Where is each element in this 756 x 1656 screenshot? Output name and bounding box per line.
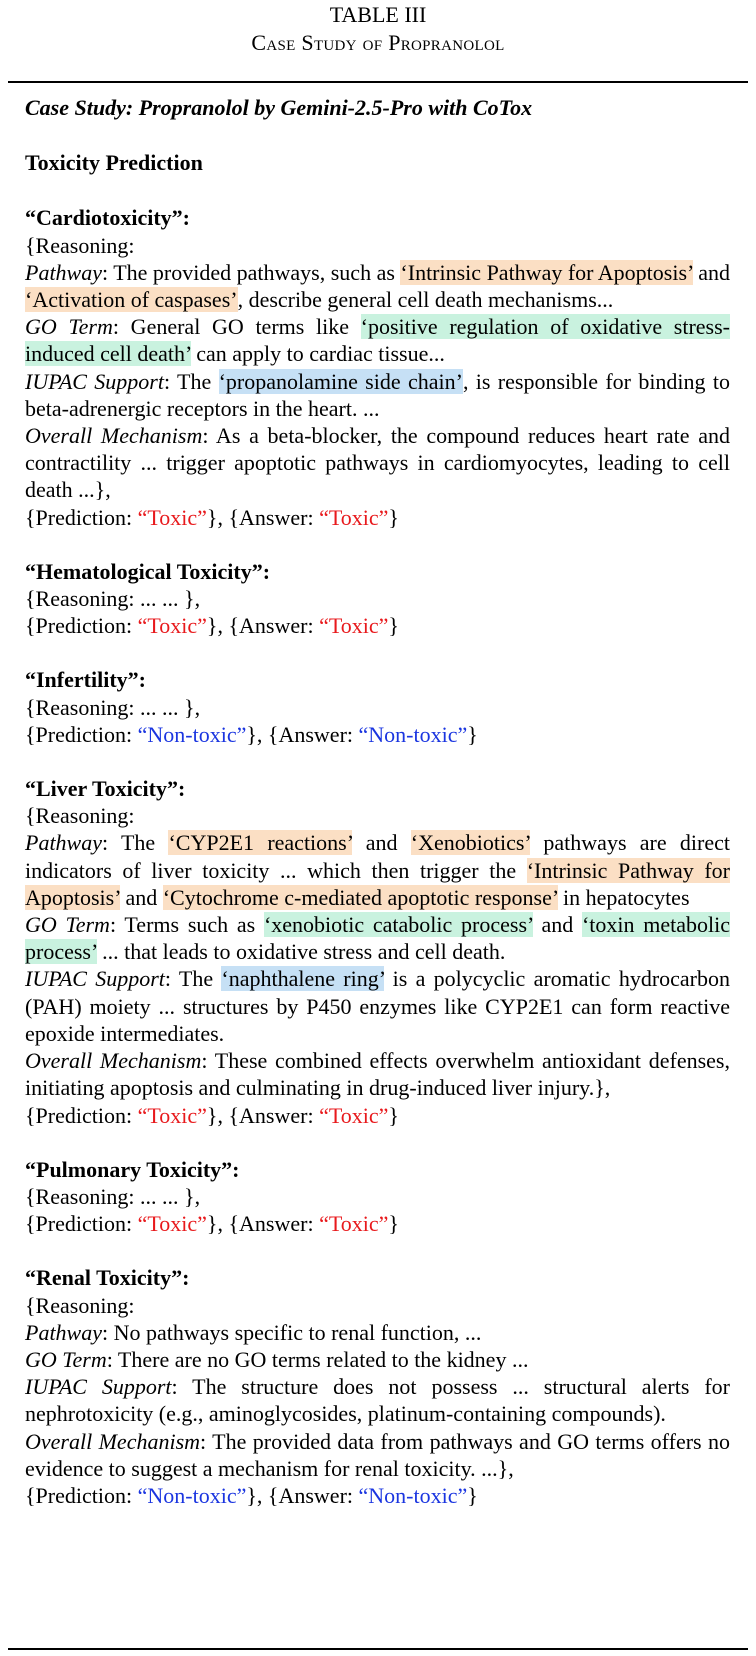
go-term-highlight: ‘positive regulation of oxidative stress-induced cell death’ <box>25 314 730 367</box>
pathway-paragraph: Pathway: The provided pathways, such as ‘Intrinsic Pathway for Apoptosis’ and ‘Activation of caspases’, describe general cell death mechanisms... <box>25 259 730 313</box>
pathway-highlight: ‘CYP2E1 reactions’ <box>168 830 353 856</box>
section-pulmonary-toxicity <box>25 1156 730 1238</box>
go-term-label: GO Term <box>25 912 110 938</box>
table-body <box>25 94 730 1509</box>
pathway-highlight: ‘Cytochrome c-mediated apoptotic response’ <box>162 884 558 910</box>
go-term-paragraph: GO Term: Terms such as ‘xenobiotic catabolic process’ and ‘toxin metabolic process’ ... that leads to oxidative stress and cell death. <box>25 912 730 965</box>
prediction-value: “Toxic” <box>137 1211 207 1237</box>
iupac-label: IUPAC Support <box>25 368 164 394</box>
pathway-highlight: ‘Intrinsic Pathway for Apoptosis’ <box>25 857 730 910</box>
case-study-title: Case Study: Propranolol by Gemini-2.5-Pro with CoTox <box>25 95 533 120</box>
reasoning-label: {Reasoning: <box>25 1292 135 1318</box>
iupac-paragraph: IUPAC Support: The structure does not possess ... structural alerts for nephrotoxicity (e.g., aminoglycosides, platinum-containing compounds). <box>25 1374 730 1427</box>
answer-value: “Toxic” <box>319 613 389 639</box>
iupac-highlight: ‘naphthalene ring’ <box>221 966 385 992</box>
answer-value: “Toxic” <box>319 1211 389 1237</box>
iupac-paragraph: IUPAC Support: The ‘propanolamine side chain’, is responsible for binding to beta-adrenergic receptors in the heart. ... <box>25 368 730 421</box>
answer-value: “Toxic” <box>319 504 389 530</box>
pathway-highlight: ‘Intrinsic Pathway for Apoptosis’ <box>400 259 693 285</box>
go-term-highlight: ‘toxin metabolic process’ <box>25 912 730 965</box>
reasoning-line: {Reasoning: ... ... }, <box>25 694 201 720</box>
top-rule <box>8 81 748 83</box>
bottom-rule <box>8 1648 748 1650</box>
prediction-answer-line: {Prediction: “Toxic”}, {Answer: “Toxic”} <box>25 504 399 530</box>
prediction-answer-line: {Prediction: “Toxic”}, {Answer: “Toxic”} <box>25 1211 399 1237</box>
pathway-paragraph: Pathway: The ‘CYP2E1 reactions’ and ‘Xenobiotics’ pathways are direct indicators of liver toxicity ... which then trigger the ‘Intrinsic Pathway for Apoptosis’ and ‘Cytochrome c-mediated apoptotic response’ in hepatocytes <box>25 830 731 910</box>
pathway-paragraph: Pathway: No pathways specific to renal function, ... <box>25 1319 482 1345</box>
prediction-value: “Toxic” <box>137 504 207 530</box>
section-title: “Renal Toxicity”: <box>25 1265 190 1291</box>
reasoning-line: {Reasoning: ... ... }, <box>25 586 201 612</box>
table-caption-title: Case Study of Propranolol <box>251 30 505 55</box>
pathway-label: Pathway <box>25 259 102 285</box>
section-title: “Cardiotoxicity”: <box>25 205 190 231</box>
prediction-answer-line: {Prediction: “Toxic”}, {Answer: “Toxic”} <box>25 613 399 639</box>
reasoning-label: {Reasoning: <box>25 803 135 829</box>
answer-value: “Toxic” <box>319 1102 389 1128</box>
iupac-paragraph: IUPAC Support: The ‘naphthalene ring’ is a polycyclic aromatic hydrocarbon (PAH) moiety ... structures by P450 enzymes like CYP2E1 can form reactive epoxide intermediates. <box>25 966 731 1046</box>
overall-mechanism-paragraph: Overall Mechanism: The provided data from pathways and GO terms offers no evidence to suggest a mechanism for renal toxicity. ...}, <box>25 1428 730 1481</box>
reasoning-line: {Reasoning: ... ... }, <box>25 1183 201 1209</box>
overall-mechanism-paragraph: Overall Mechanism: As a beta-blocker, the compound reduces heart rate and contractility ... trigger apoptotic pathways in cardiomyocytes, leading to cell death ...}, <box>25 423 730 503</box>
overall-mechanism-label: Overall Mechanism <box>25 1428 201 1454</box>
pathway-label: Pathway <box>25 830 102 856</box>
overall-mechanism-label: Overall Mechanism <box>25 423 203 449</box>
prediction-value: “Non-toxic” <box>137 1482 247 1508</box>
section-title: “Pulmonary Toxicity”: <box>25 1156 240 1182</box>
prediction-value: “Toxic” <box>137 613 207 639</box>
iupac-label: IUPAC Support <box>25 966 165 992</box>
prediction-answer-line: {Prediction: “Non-toxic”}, {Answer: “Non-toxic”} <box>25 721 478 747</box>
table-caption-number: TABLE III <box>329 2 427 27</box>
overall-mechanism-label: Overall Mechanism <box>25 1048 202 1074</box>
section-renal-toxicity <box>25 1264 730 1509</box>
go-term-label: GO Term <box>25 314 113 340</box>
go-term-paragraph: GO Term: There are no GO terms related to the kidney ... <box>25 1346 529 1372</box>
section-hematological-toxicity <box>25 558 730 640</box>
section-liver-toxicity <box>25 775 730 1129</box>
section-cardiotoxicity <box>25 204 730 530</box>
section-title: “Infertility”: <box>25 667 146 693</box>
overall-mechanism-paragraph: Overall Mechanism: These combined effects overwhelm antioxidant defenses, initiating apoptosis and culminating in drug-induced liver injury.}, <box>25 1048 730 1101</box>
prediction-value: “Toxic” <box>137 1102 207 1128</box>
pathway-label: Pathway <box>25 1319 102 1345</box>
section-title: “Hematological Toxicity”: <box>25 558 271 584</box>
prediction-answer-line: {Prediction: “Toxic”}, {Answer: “Toxic”} <box>25 1102 399 1128</box>
toxicity-prediction-heading: Toxicity Prediction <box>25 150 203 176</box>
pathway-highlight: ‘Xenobiotics’ <box>410 830 531 856</box>
iupac-highlight: ‘propanolamine side chain’ <box>218 368 463 394</box>
pathway-highlight: ‘Activation of caspases’ <box>25 287 238 313</box>
section-title: “Liver Toxicity”: <box>25 776 186 802</box>
answer-value: “Non-toxic” <box>358 721 468 747</box>
go-term-label: GO Term <box>25 1346 107 1372</box>
go-term-paragraph: GO Term: General GO terms like ‘positive regulation of oxidative stress-induced cell death’ can apply to cardiac tissue... <box>25 314 730 367</box>
section-infertility <box>25 666 730 748</box>
prediction-value: “Non-toxic” <box>137 721 247 747</box>
iupac-label: IUPAC Support <box>25 1374 172 1400</box>
reasoning-label: {Reasoning: <box>25 232 135 258</box>
prediction-answer-line: {Prediction: “Non-toxic”}, {Answer: “Non-toxic”} <box>25 1482 478 1508</box>
answer-value: “Non-toxic” <box>358 1482 468 1508</box>
go-term-highlight: ‘xenobiotic catabolic process’ <box>263 912 533 938</box>
